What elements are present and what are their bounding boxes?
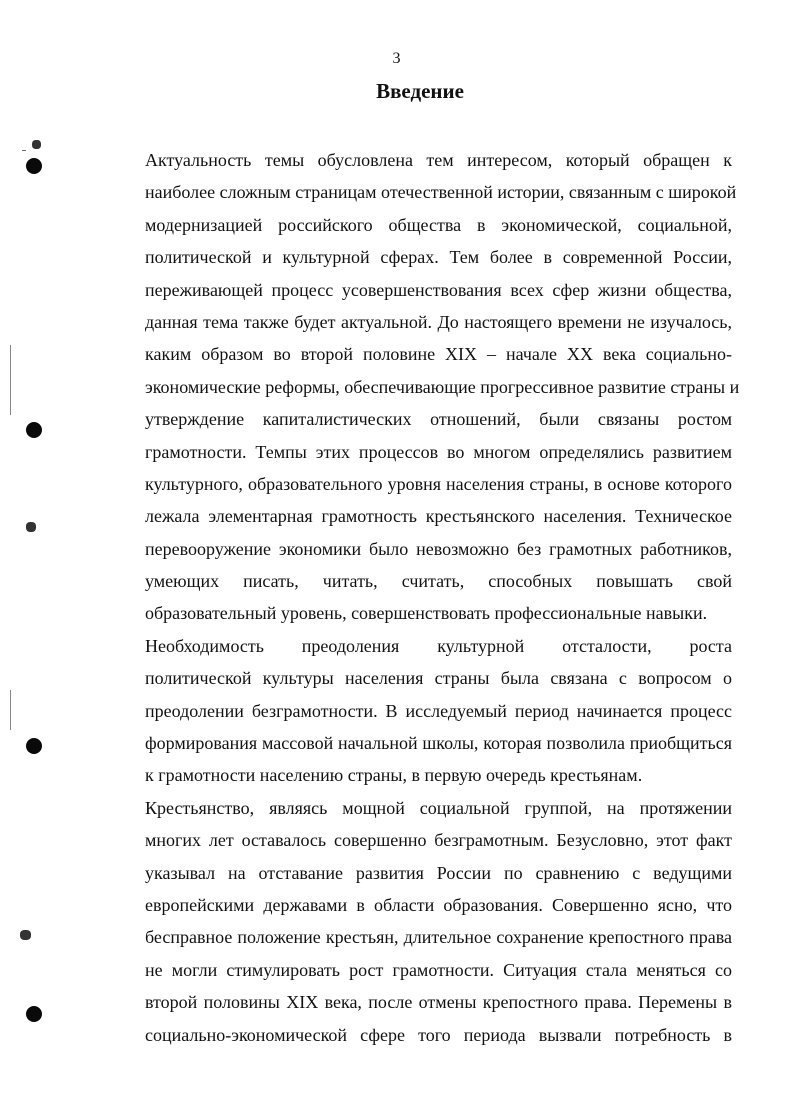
text-line: европейскими державами в области образования. Совершенно ясно, что <box>145 894 732 915</box>
punch-hole-icon <box>26 1006 42 1022</box>
paragraph-2 <box>108 630 732 792</box>
text-line: лежала элементарная грамотность крестьянского населения. Техническое <box>145 506 732 527</box>
punch-hole-icon <box>26 738 42 754</box>
text-line: многих лет оставалось совершенно безграмотным. Безусловно, этот факт <box>145 830 732 851</box>
text-line: политической культуры населения страны была связана с вопросом о <box>145 668 732 689</box>
text-line: умеющих писать, читать, считать, способных повышать свой <box>145 571 732 592</box>
punch-hole-icon <box>26 158 42 174</box>
text-line: к грамотности населению страны, в первую очередь крестьянам. <box>145 765 643 786</box>
text-line: образовательный уровень, совершенствовать профессиональные навыки. <box>145 603 708 624</box>
punch-hole-icon <box>26 422 42 438</box>
text-line: преодолении безграмотности. В исследуемый период начинается процесс <box>145 700 732 721</box>
scan-mark-icon <box>10 690 11 730</box>
scan-mark-icon <box>32 140 41 149</box>
scan-mark-icon <box>26 522 36 532</box>
text-line: Крестьянство, являясь мощной социальной группой, на протяжении <box>145 797 732 818</box>
text-line: Необходимость преодоления культурной отсталости, роста <box>145 635 732 656</box>
text-line: данная тема также будет актуальной. До настоящего времени не изучалось, <box>145 311 732 332</box>
text-line: модернизацией российского общества в экономической, социальной, <box>145 214 732 235</box>
text-line: каким образом во второй половине XIX – начале XX века социально- <box>145 344 732 365</box>
text-line: политической и культурной сферах. Тем более в современной России, <box>145 247 732 268</box>
scan-mark-icon <box>20 930 31 940</box>
text-line: социально-экономической сфере того периода вызвали потребность в <box>145 1024 732 1045</box>
scan-mark-icon <box>10 345 11 415</box>
text-line: бесправное положение крестьян, длительное сохранение крепостного права <box>145 927 732 948</box>
scan-mark-icon <box>22 150 26 151</box>
text-line: экономические реформы, обеспечивающие прогрессивное развитие страны и <box>145 376 740 397</box>
text-line: переживающей процесс усовершенствования всех сфер жизни общества, <box>145 279 732 300</box>
paragraph-1 <box>108 144 740 630</box>
text-line: перевооружение экономики было невозможно без грамотных работников, <box>145 538 732 559</box>
body-text <box>108 144 740 1051</box>
paragraph-3 <box>108 792 732 1051</box>
text-line: наиболее сложным страницам отечественной истории, связанным с широкой <box>145 182 737 203</box>
text-line: не могли стимулировать рост грамотности. Ситуация стала меняться со <box>145 959 732 980</box>
page-number: 3 <box>392 50 401 67</box>
text-line: культурного, образовательного уровня населения страны, в основе которого <box>145 473 732 494</box>
text-line: указывал на отставание развития России по сравнению с ведущими <box>145 862 732 883</box>
text-line: Актуальность темы обусловлена тем интересом, который обращен к <box>145 150 732 170</box>
text-line: второй половины XIX века, после отмены крепостного права. Перемены в <box>145 992 732 1013</box>
page-title: Введение <box>376 79 464 103</box>
text-line: утверждение капиталистических отношений, были связаны ростом <box>145 409 732 430</box>
text-line: грамотности. Темпы этих процессов во многом определялись развитием <box>145 441 732 462</box>
text-line: формирования массовой начальной школы, которая позволила приобщиться <box>145 733 732 754</box>
